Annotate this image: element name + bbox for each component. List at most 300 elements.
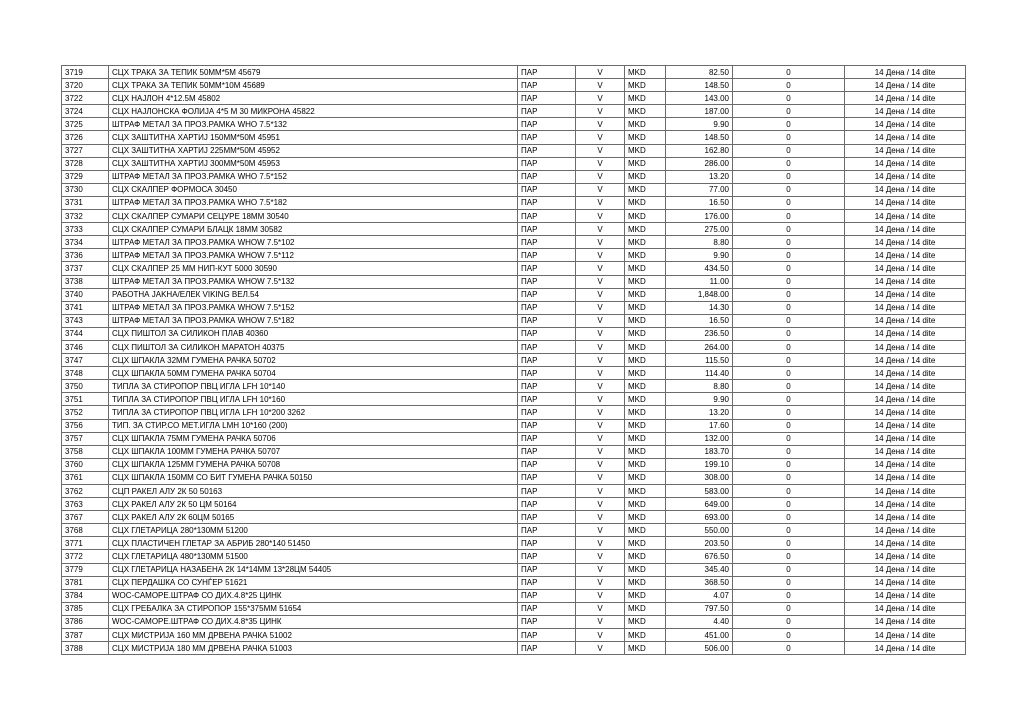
currency-cell: MKD	[625, 170, 666, 183]
currency-cell: MKD	[625, 615, 666, 628]
unit-cell: ПАР	[518, 262, 576, 275]
item-name-cell: СЦХ НАЈЛОН 4*12.5М 45802	[109, 92, 518, 105]
item-code-cell: 3729	[62, 170, 109, 183]
item-code-cell: 3756	[62, 419, 109, 432]
flag-cell: V	[576, 537, 625, 550]
item-code-cell: 3744	[62, 327, 109, 340]
table-row	[62, 157, 966, 170]
item-code-cell: 3747	[62, 354, 109, 367]
table-row	[62, 314, 966, 327]
flag-cell: V	[576, 458, 625, 471]
currency-cell: MKD	[625, 118, 666, 131]
price-cell: 132.00	[666, 432, 733, 445]
delivery-term-cell: 14 Дена / 14 dite	[845, 563, 966, 576]
flag-cell: V	[576, 354, 625, 367]
currency-cell: MKD	[625, 288, 666, 301]
delivery-term-cell: 14 Дена / 14 dite	[845, 131, 966, 144]
quantity-cell: 0	[733, 275, 845, 288]
table-row	[62, 445, 966, 458]
flag-cell: V	[576, 498, 625, 511]
currency-cell: MKD	[625, 249, 666, 262]
item-name-cell: ТИПЛА ЗА СТИРОПОР ПВЦ ИГЛА LFH 10*200 3262	[109, 406, 518, 419]
item-name-cell: СЦХ СКАЛПЕР СУМАРИ СЕЦУРЕ 18ММ 30540	[109, 210, 518, 223]
item-name-cell: ШТРАФ МЕТАЛ ЗА ПРОЗ.РАМКА WHOW 7.5*132	[109, 275, 518, 288]
delivery-term-cell: 14 Дена / 14 dite	[845, 602, 966, 615]
quantity-cell: 0	[733, 498, 845, 511]
flag-cell: V	[576, 340, 625, 353]
unit-cell: ПАР	[518, 236, 576, 249]
currency-cell: MKD	[625, 602, 666, 615]
unit-cell: ПАР	[518, 301, 576, 314]
quantity-cell: 0	[733, 249, 845, 262]
quantity-cell: 0	[733, 157, 845, 170]
price-cell: 1,848.00	[666, 288, 733, 301]
table-row	[62, 118, 966, 131]
quantity-cell: 0	[733, 380, 845, 393]
price-cell: 308.00	[666, 471, 733, 484]
table-row	[62, 210, 966, 223]
price-cell: 264.00	[666, 340, 733, 353]
item-code-cell: 3731	[62, 196, 109, 209]
flag-cell: V	[576, 170, 625, 183]
item-code-cell: 3779	[62, 563, 109, 576]
table-row	[62, 550, 966, 563]
item-name-cell: ШТРАФ МЕТАЛ ЗА ПРОЗ.РАМКА WHOW 7.5*182	[109, 314, 518, 327]
delivery-term-cell: 14 Дена / 14 dite	[845, 170, 966, 183]
price-cell: 115.50	[666, 354, 733, 367]
quantity-cell: 0	[733, 550, 845, 563]
unit-cell: ПАР	[518, 615, 576, 628]
quantity-cell: 0	[733, 576, 845, 589]
table-row	[62, 380, 966, 393]
currency-cell: MKD	[625, 92, 666, 105]
table-row	[62, 563, 966, 576]
quantity-cell: 0	[733, 340, 845, 353]
item-name-cell: СЦХ ПЕРДАШКА СО СУНЃЕР 51621	[109, 576, 518, 589]
delivery-term-cell: 14 Дена / 14 dite	[845, 183, 966, 196]
item-name-cell: СЦХ ГРЕБАЛКА ЗА СТИРОПОР 155*375ММ 51654	[109, 602, 518, 615]
price-cell: 16.50	[666, 314, 733, 327]
delivery-term-cell: 14 Дена / 14 dite	[845, 66, 966, 79]
currency-cell: MKD	[625, 432, 666, 445]
delivery-term-cell: 14 Дена / 14 dite	[845, 79, 966, 92]
currency-cell: MKD	[625, 419, 666, 432]
flag-cell: V	[576, 236, 625, 249]
price-cell: 14.30	[666, 301, 733, 314]
unit-cell: ПАР	[518, 406, 576, 419]
item-name-cell: СЦП РАКЕЛ АЛУ 2К 50 50163	[109, 485, 518, 498]
price-table	[61, 65, 966, 655]
delivery-term-cell: 14 Дена / 14 dite	[845, 105, 966, 118]
unit-cell: ПАР	[518, 288, 576, 301]
flag-cell: V	[576, 183, 625, 196]
item-code-cell: 3762	[62, 485, 109, 498]
unit-cell: ПАР	[518, 157, 576, 170]
item-code-cell: 3771	[62, 537, 109, 550]
table-row	[62, 354, 966, 367]
flag-cell: V	[576, 602, 625, 615]
unit-cell: ПАР	[518, 589, 576, 602]
price-cell: 11.00	[666, 275, 733, 288]
quantity-cell: 0	[733, 471, 845, 484]
unit-cell: ПАР	[518, 629, 576, 642]
quantity-cell: 0	[733, 196, 845, 209]
quantity-cell: 0	[733, 66, 845, 79]
unit-cell: ПАР	[518, 524, 576, 537]
delivery-term-cell: 14 Дена / 14 dite	[845, 589, 966, 602]
price-cell: 9.90	[666, 393, 733, 406]
delivery-term-cell: 14 Дена / 14 dite	[845, 485, 966, 498]
item-name-cell: СЦХ ШПАКЛА 75ММ ГУМЕНА РАЧКА 50706	[109, 432, 518, 445]
delivery-term-cell: 14 Дена / 14 dite	[845, 144, 966, 157]
delivery-term-cell: 14 Дена / 14 dite	[845, 629, 966, 642]
quantity-cell: 0	[733, 524, 845, 537]
currency-cell: MKD	[625, 275, 666, 288]
currency-cell: MKD	[625, 144, 666, 157]
flag-cell: V	[576, 66, 625, 79]
item-name-cell: СЦХ ШПАКЛА 100ММ ГУМЕНА РАЧКА 50707	[109, 445, 518, 458]
flag-cell: V	[576, 471, 625, 484]
flag-cell: V	[576, 249, 625, 262]
flag-cell: V	[576, 380, 625, 393]
item-name-cell: РАБОТНА JAKHA/ЕЛЕК VIKING ВЕЛ.54	[109, 288, 518, 301]
price-cell: 16.50	[666, 196, 733, 209]
currency-cell: MKD	[625, 550, 666, 563]
item-code-cell: 3733	[62, 223, 109, 236]
item-code-cell: 3787	[62, 629, 109, 642]
table-row	[62, 432, 966, 445]
table-row	[62, 170, 966, 183]
currency-cell: MKD	[625, 537, 666, 550]
flag-cell: V	[576, 445, 625, 458]
currency-cell: MKD	[625, 105, 666, 118]
currency-cell: MKD	[625, 340, 666, 353]
item-name-cell: СЦХ ТРАКА ЗА ТЕПИК 50ММ*5М 45679	[109, 66, 518, 79]
price-cell: 187.00	[666, 105, 733, 118]
unit-cell: ПАР	[518, 327, 576, 340]
item-code-cell: 3788	[62, 642, 109, 655]
delivery-term-cell: 14 Дена / 14 dite	[845, 419, 966, 432]
item-name-cell: СЦХ СКАЛПЕР ФОРМОСА 30450	[109, 183, 518, 196]
price-cell: 114.40	[666, 367, 733, 380]
delivery-term-cell: 14 Дена / 14 dite	[845, 511, 966, 524]
item-name-cell: ШТРАФ МЕТАЛ ЗА ПРОЗ.РАМКА WHOW 7.5*112	[109, 249, 518, 262]
delivery-term-cell: 14 Дена / 14 dite	[845, 458, 966, 471]
delivery-term-cell: 14 Дена / 14 dite	[845, 367, 966, 380]
delivery-term-cell: 14 Дена / 14 dite	[845, 249, 966, 262]
quantity-cell: 0	[733, 131, 845, 144]
unit-cell: ПАР	[518, 458, 576, 471]
currency-cell: MKD	[625, 131, 666, 144]
price-cell: 583.00	[666, 485, 733, 498]
item-name-cell: ШТРАФ МЕТАЛ ЗА ПРОЗ.РАМКА WHO 7.5*132	[109, 118, 518, 131]
price-cell: 286.00	[666, 157, 733, 170]
currency-cell: MKD	[625, 511, 666, 524]
item-name-cell: СЦХ РАКЕЛ АЛУ 2К 50 ЦМ 50164	[109, 498, 518, 511]
quantity-cell: 0	[733, 419, 845, 432]
item-name-cell: СЦХ ПИШТОЛ ЗА СИЛИКОН ПЛАВ 40360	[109, 327, 518, 340]
delivery-term-cell: 14 Дена / 14 dite	[845, 92, 966, 105]
currency-cell: MKD	[625, 406, 666, 419]
delivery-term-cell: 14 Дена / 14 dite	[845, 615, 966, 628]
price-cell: 8.80	[666, 236, 733, 249]
item-name-cell: СЦХ ЗАШТИТНА ХАРТИЈ 225ММ*50М 45952	[109, 144, 518, 157]
delivery-term-cell: 14 Дена / 14 dite	[845, 393, 966, 406]
unit-cell: ПАР	[518, 170, 576, 183]
delivery-term-cell: 14 Дена / 14 dite	[845, 432, 966, 445]
table-row	[62, 105, 966, 118]
delivery-term-cell: 14 Дена / 14 dite	[845, 327, 966, 340]
quantity-cell: 0	[733, 445, 845, 458]
price-cell: 183.70	[666, 445, 733, 458]
delivery-term-cell: 14 Дена / 14 dite	[845, 275, 966, 288]
table-row	[62, 223, 966, 236]
price-cell: 176.00	[666, 210, 733, 223]
item-code-cell: 3785	[62, 602, 109, 615]
unit-cell: ПАР	[518, 380, 576, 393]
price-cell: 275.00	[666, 223, 733, 236]
flag-cell: V	[576, 511, 625, 524]
item-name-cell: СЦХ ПИШТОЛ ЗА СИЛИКОН МАРАТОН 40375	[109, 340, 518, 353]
price-cell: 693.00	[666, 511, 733, 524]
quantity-cell: 0	[733, 170, 845, 183]
unit-cell: ПАР	[518, 563, 576, 576]
item-name-cell: СЦХ ШПАКЛА 150ММ СО БИТ ГУМЕНА РАЧКА 50150	[109, 471, 518, 484]
unit-cell: ПАР	[518, 419, 576, 432]
table-row	[62, 589, 966, 602]
delivery-term-cell: 14 Дена / 14 dite	[845, 288, 966, 301]
currency-cell: MKD	[625, 183, 666, 196]
item-code-cell: 3736	[62, 249, 109, 262]
flag-cell: V	[576, 223, 625, 236]
quantity-cell: 0	[733, 602, 845, 615]
item-name-cell: СЦХ ЗАШТИТНА ХАРТИЈ 300ММ*50М 45953	[109, 157, 518, 170]
table-row	[62, 367, 966, 380]
item-code-cell: 3752	[62, 406, 109, 419]
unit-cell: ПАР	[518, 498, 576, 511]
price-cell: 451.00	[666, 629, 733, 642]
currency-cell: MKD	[625, 236, 666, 249]
price-cell: 17.60	[666, 419, 733, 432]
item-code-cell: 3781	[62, 576, 109, 589]
table-row	[62, 66, 966, 79]
currency-cell: MKD	[625, 314, 666, 327]
flag-cell: V	[576, 327, 625, 340]
item-code-cell: 3746	[62, 340, 109, 353]
currency-cell: MKD	[625, 445, 666, 458]
flag-cell: V	[576, 524, 625, 537]
table-row	[62, 458, 966, 471]
price-list-sheet	[61, 65, 966, 655]
item-code-cell: 3768	[62, 524, 109, 537]
price-cell: 148.50	[666, 79, 733, 92]
unit-cell: ПАР	[518, 223, 576, 236]
currency-cell: MKD	[625, 471, 666, 484]
currency-cell: MKD	[625, 66, 666, 79]
quantity-cell: 0	[733, 183, 845, 196]
flag-cell: V	[576, 393, 625, 406]
quantity-cell: 0	[733, 288, 845, 301]
item-name-cell: СЦХ ЗАШТИТНА ХАРТИЈ 150ММ*50М 45951	[109, 131, 518, 144]
unit-cell: ПАР	[518, 485, 576, 498]
delivery-term-cell: 14 Дена / 14 dite	[845, 550, 966, 563]
quantity-cell: 0	[733, 118, 845, 131]
price-cell: 434.50	[666, 262, 733, 275]
quantity-cell: 0	[733, 642, 845, 655]
price-table-body	[62, 66, 966, 655]
unit-cell: ПАР	[518, 445, 576, 458]
flag-cell: V	[576, 563, 625, 576]
table-row	[62, 79, 966, 92]
unit-cell: ПАР	[518, 354, 576, 367]
table-row	[62, 485, 966, 498]
table-row	[62, 236, 966, 249]
flag-cell: V	[576, 275, 625, 288]
table-row	[62, 576, 966, 589]
item-code-cell: 3727	[62, 144, 109, 157]
item-code-cell: 3757	[62, 432, 109, 445]
flag-cell: V	[576, 144, 625, 157]
table-row	[62, 327, 966, 340]
item-code-cell: 3740	[62, 288, 109, 301]
currency-cell: MKD	[625, 576, 666, 589]
quantity-cell: 0	[733, 92, 845, 105]
item-code-cell: 3732	[62, 210, 109, 223]
table-row	[62, 144, 966, 157]
unit-cell: ПАР	[518, 537, 576, 550]
currency-cell: MKD	[625, 327, 666, 340]
quantity-cell: 0	[733, 367, 845, 380]
currency-cell: MKD	[625, 498, 666, 511]
table-row	[62, 471, 966, 484]
price-cell: 9.90	[666, 249, 733, 262]
flag-cell: V	[576, 79, 625, 92]
delivery-term-cell: 14 Дена / 14 dite	[845, 314, 966, 327]
price-cell: 13.20	[666, 170, 733, 183]
item-code-cell: 3772	[62, 550, 109, 563]
flag-cell: V	[576, 406, 625, 419]
item-name-cell: ШТРАФ МЕТАЛ ЗА ПРОЗ.РАМКА WHO 7.5*182	[109, 196, 518, 209]
item-code-cell: 3728	[62, 157, 109, 170]
currency-cell: MKD	[625, 642, 666, 655]
quantity-cell: 0	[733, 210, 845, 223]
item-code-cell: 3763	[62, 498, 109, 511]
quantity-cell: 0	[733, 262, 845, 275]
currency-cell: MKD	[625, 485, 666, 498]
flag-cell: V	[576, 262, 625, 275]
price-cell: 797.50	[666, 602, 733, 615]
price-cell: 9.90	[666, 118, 733, 131]
delivery-term-cell: 14 Дена / 14 dite	[845, 406, 966, 419]
flag-cell: V	[576, 288, 625, 301]
delivery-term-cell: 14 Дена / 14 dite	[845, 157, 966, 170]
unit-cell: ПАР	[518, 602, 576, 615]
flag-cell: V	[576, 118, 625, 131]
quantity-cell: 0	[733, 432, 845, 445]
unit-cell: ПАР	[518, 550, 576, 563]
flag-cell: V	[576, 589, 625, 602]
flag-cell: V	[576, 131, 625, 144]
delivery-term-cell: 14 Дена / 14 dite	[845, 471, 966, 484]
item-code-cell: 3767	[62, 511, 109, 524]
delivery-term-cell: 14 Дена / 14 dite	[845, 210, 966, 223]
item-code-cell: 3730	[62, 183, 109, 196]
table-row	[62, 131, 966, 144]
item-code-cell: 3758	[62, 445, 109, 458]
item-name-cell: СЦХ МИСТРИЈА 160 ММ ДРВЕНА РАЧКА 51002	[109, 629, 518, 642]
unit-cell: ПАР	[518, 92, 576, 105]
item-code-cell: 3760	[62, 458, 109, 471]
price-cell: 82.50	[666, 66, 733, 79]
item-code-cell: 3724	[62, 105, 109, 118]
unit-cell: ПАР	[518, 105, 576, 118]
table-row	[62, 524, 966, 537]
price-cell: 199.10	[666, 458, 733, 471]
unit-cell: ПАР	[518, 393, 576, 406]
delivery-term-cell: 14 Дена / 14 dite	[845, 576, 966, 589]
unit-cell: ПАР	[518, 432, 576, 445]
item-name-cell: ШТРАФ МЕТАЛ ЗА ПРОЗ.РАМКА WHOW 7.5*102	[109, 236, 518, 249]
price-cell: 203.50	[666, 537, 733, 550]
flag-cell: V	[576, 615, 625, 628]
unit-cell: ПАР	[518, 340, 576, 353]
price-cell: 77.00	[666, 183, 733, 196]
table-row	[62, 602, 966, 615]
flag-cell: V	[576, 196, 625, 209]
quantity-cell: 0	[733, 406, 845, 419]
delivery-term-cell: 14 Дена / 14 dite	[845, 262, 966, 275]
table-row	[62, 511, 966, 524]
unit-cell: ПАР	[518, 367, 576, 380]
unit-cell: ПАР	[518, 79, 576, 92]
currency-cell: MKD	[625, 79, 666, 92]
flag-cell: V	[576, 105, 625, 118]
item-name-cell: СЦХ ГЛЕТАРИЦА 480*130ММ 51500	[109, 550, 518, 563]
delivery-term-cell: 14 Дена / 14 dite	[845, 642, 966, 655]
unit-cell: ПАР	[518, 118, 576, 131]
currency-cell: MKD	[625, 563, 666, 576]
unit-cell: ПАР	[518, 249, 576, 262]
quantity-cell: 0	[733, 629, 845, 642]
delivery-term-cell: 14 Дена / 14 dite	[845, 118, 966, 131]
unit-cell: ПАР	[518, 183, 576, 196]
quantity-cell: 0	[733, 615, 845, 628]
delivery-term-cell: 14 Дена / 14 dite	[845, 301, 966, 314]
item-code-cell: 3743	[62, 314, 109, 327]
item-name-cell: СЦХ МИСТРИЈА 180 ММ ДРВЕНА РАЧКА 51003	[109, 642, 518, 655]
quantity-cell: 0	[733, 485, 845, 498]
flag-cell: V	[576, 629, 625, 642]
flag-cell: V	[576, 314, 625, 327]
price-cell: 649.00	[666, 498, 733, 511]
item-name-cell: WOC-САМОРЕ.ШТРАФ СО ДИХ.4.8*25 ЦИНК	[109, 589, 518, 602]
unit-cell: ПАР	[518, 66, 576, 79]
quantity-cell: 0	[733, 327, 845, 340]
price-cell: 8.80	[666, 380, 733, 393]
item-name-cell: СЦХ РАКЕЛ АЛУ 2К 60ЦМ 50165	[109, 511, 518, 524]
delivery-term-cell: 14 Дена / 14 dite	[845, 236, 966, 249]
item-code-cell: 3750	[62, 380, 109, 393]
table-row	[62, 537, 966, 550]
table-row	[62, 262, 966, 275]
quantity-cell: 0	[733, 537, 845, 550]
quantity-cell: 0	[733, 354, 845, 367]
unit-cell: ПАР	[518, 131, 576, 144]
quantity-cell: 0	[733, 79, 845, 92]
item-name-cell: ШТРАФ МЕТАЛ ЗА ПРОЗ.РАМКА WHOW 7.5*152	[109, 301, 518, 314]
item-code-cell: 3737	[62, 262, 109, 275]
table-row	[62, 642, 966, 655]
